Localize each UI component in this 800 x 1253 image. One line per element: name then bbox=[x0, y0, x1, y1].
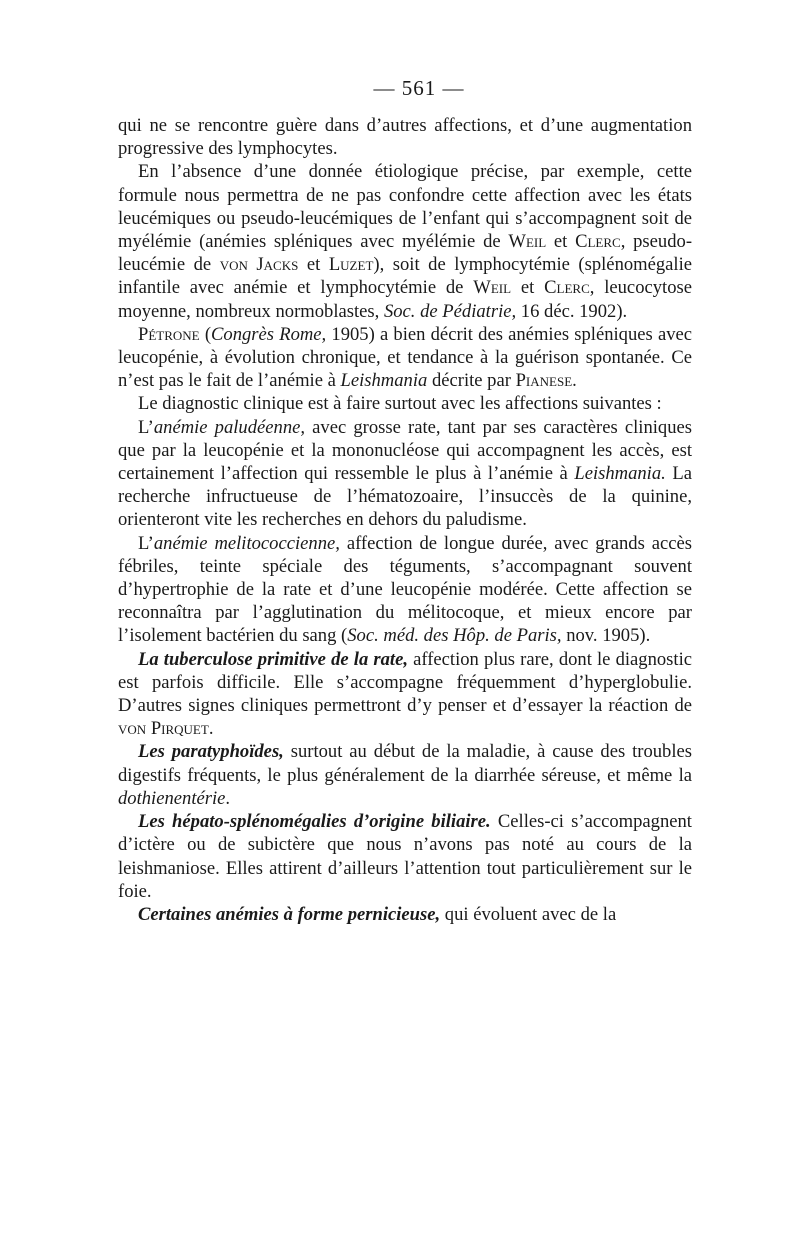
page-number: — 561 — bbox=[373, 76, 465, 100]
text-run: qui évoluent avec de la bbox=[440, 903, 617, 925]
text-run: Celles-ci s’accompagnent d’ictère ou de subictère que nous n’avons pas noté au cours de la leishmaniose. Elles attirent d’ailleurs l’attention tout particulièrement sur le foie. bbox=[118, 811, 692, 902]
author-von-pirquet: von Pirquet bbox=[118, 718, 209, 740]
text-run: et bbox=[511, 277, 545, 299]
text-run: 1905) a bien décrit des anémies spléniques avec leucopénie, à évolution chronique, et tendance à la guérison spontanée. Ce n’est pas le fait de l’anémie à bbox=[118, 323, 692, 392]
author-clerc: Clerc bbox=[544, 277, 590, 299]
text-run: décrite par bbox=[427, 370, 516, 392]
text-run: . bbox=[208, 718, 214, 740]
paragraph-9 bbox=[118, 810, 692, 903]
paragraph-3 bbox=[118, 323, 692, 393]
document-page bbox=[118, 62, 692, 926]
heading-anemies-pernicieuses: Certaines anémies à forme pernicieuse, bbox=[138, 903, 441, 925]
heading-paratyphoides: Les paratyphoïdes, bbox=[138, 741, 284, 763]
paragraph-6 bbox=[118, 532, 692, 648]
term-leishmania: Leishmania. bbox=[574, 463, 666, 485]
heading-anemie-melitococcienne: anémie melitococcienne, bbox=[153, 532, 340, 554]
text-run: En l’absence d’une donnée étiologique précise, par exemple, cette formule nous permettra de ne pas confondre cette affection avec les états leucémiques ou pseudo-leucémiques de l’enfant qui s’accompagnent soit de myélémie (anémies spléniques avec myélémie de bbox=[118, 161, 692, 253]
text-run: ( bbox=[199, 323, 212, 345]
text-run: L’ bbox=[138, 416, 154, 438]
citation-congres-rome: Congrès Rome, bbox=[211, 323, 327, 345]
text-run: affection plus rare, dont le diagnostic est parfois difficile. Elle s’accompagne fréquemment d’hyperglobulie. D’autres signes cliniques permettront d’y penser et d’essayer la réaction de bbox=[118, 648, 692, 717]
text-run: , pseudo-leucémie de bbox=[118, 231, 693, 276]
text-run: ), soit de lymphocytémie (splénomégalie infantile avec anémie et lymphocytémie de bbox=[118, 254, 693, 299]
text-run: . bbox=[572, 370, 577, 392]
paragraph-7 bbox=[118, 648, 692, 741]
paragraph-5 bbox=[118, 416, 692, 532]
text-run: 16 déc. 1902). bbox=[516, 300, 628, 322]
heading-hepato-splenomegalies: Les hépato-splénomégalies d’origine biliaire. bbox=[138, 811, 491, 833]
paragraph-8 bbox=[118, 740, 692, 810]
paragraph-10 bbox=[118, 903, 692, 926]
text-run: La recherche infructueuse de l’hématozoaire, l’insuccès de la quinine, orienteront vite les recherches en dehors du paludisme. bbox=[118, 463, 692, 531]
author-clerc: Clerc bbox=[575, 231, 621, 253]
text-run: L’ bbox=[138, 532, 154, 554]
text-run: , leucocytose moyenne, nombreux normoblastes, bbox=[118, 277, 692, 322]
term-leishmania: Leishmania bbox=[340, 370, 428, 392]
text-run: . bbox=[225, 787, 231, 809]
paragraph-1: qui ne se rencontre guère dans d’autres affections, et d’une augmentation progressive des lymphocytes. bbox=[118, 115, 692, 160]
author-luzet: Luzet bbox=[328, 254, 374, 276]
heading-anemie-paludeenne: anémie paludéenne, bbox=[153, 416, 306, 438]
author-weil: Weil bbox=[508, 231, 547, 253]
author-petrone: Pétrone bbox=[138, 323, 200, 345]
author-weil: Weil bbox=[473, 277, 512, 299]
text-run: affection de longue durée, avec grands accès fébriles, teinte spéciale des téguments, s’accompagnant souvent d’hypertrophie de la rate et d’une leucopénie modérée. Cette affection se reconnaîtra par l’agglutination du mélitocoque, et mieux encore par l’isolement bactérien du sang ( bbox=[118, 532, 692, 647]
term-dothienenterie: dothienentérie bbox=[118, 787, 226, 809]
text-run: et bbox=[546, 231, 576, 253]
heading-tuberculose-rate: La tuberculose primitive de la rate, bbox=[138, 648, 408, 670]
citation-soc-pediatrie: Soc. de Pédiatrie, bbox=[383, 300, 517, 322]
body-text bbox=[118, 114, 692, 926]
author-von-jacks: von Jacks bbox=[219, 254, 299, 276]
author-pianese: Pianese bbox=[515, 370, 573, 392]
text-run: avec grosse rate, tant par ses caractères cliniques que par la leucopénie et la mononucléose qui accompagnent les accès, est certainement l’affection qui ressemble le plus à l’anémie à bbox=[118, 416, 692, 485]
paragraph-4: Le diagnostic clinique est à faire surtout avec les affections suivantes : bbox=[138, 393, 662, 415]
paragraph-2 bbox=[118, 160, 692, 322]
citation-soc-med-hop: Soc. méd. des Hôp. de Paris, bbox=[347, 625, 562, 647]
text-run: surtout au début de la maladie, à cause des troubles digestifs fréquents, le plus généralement de la diarrhée séreuse, et même la bbox=[118, 741, 692, 786]
text-run: nov. 1905). bbox=[561, 625, 651, 647]
text-run: et bbox=[298, 254, 329, 276]
